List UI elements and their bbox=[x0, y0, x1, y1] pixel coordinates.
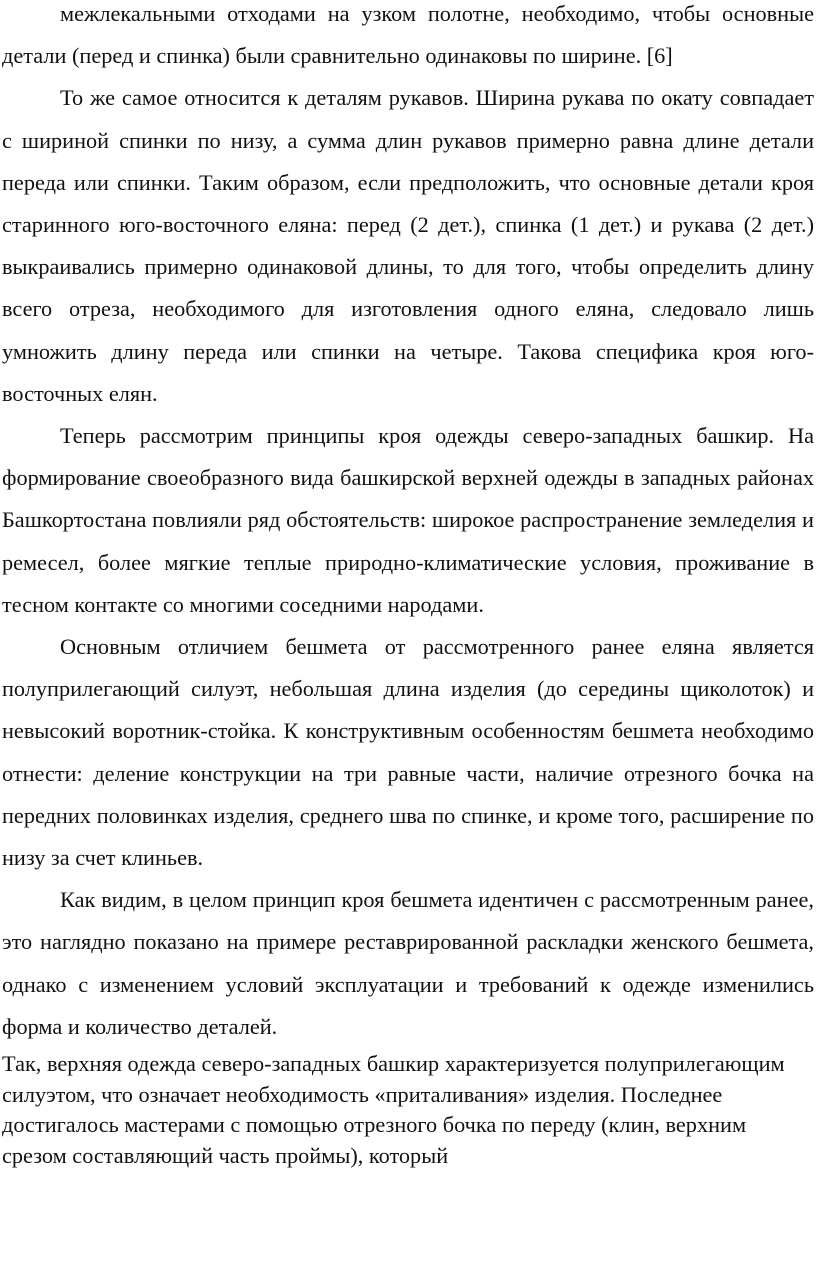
paragraph-sleeves: То же самое относится к деталям рукавов. Ширина рукава по окату совпадает с шириной спинки по низу, а сумма длин рукавов примерно равна длине детали переда или спинки. Таким образом, если предположить, что основные детали кроя старинного юго-восточного еляна: перед (2 дет.), спинка (1 дет.) и рукава (2 дет.) выкраивались примерно одинаковой длины, то для того, чтобы определить длину всего отреза, необходимого для изготовления одного еляна, следовало лишь умножить длину переда или спинки на четыре. Такова специфика кроя юго-восточных елян. bbox=[2, 85, 814, 406]
paragraph-beshmet-differences: Основным отличием бешмета от рассмотренного ранее еляна является полуприлегающий силуэт, небольшая длина изделия (до середины щиколоток) и невысокий воротник-стойка. К конструктивным особенностям бешмета необходимо отнести: деление конструкции на три равные части, наличие отрезного бочка на передних половинках изделия, среднего шва по спинке, и кроме того, расширение по низу за счет клиньев. bbox=[2, 634, 814, 871]
paragraph-northwest-cut: Теперь рассмотрим принципы кроя одежды северо-западных башкир. На формирование своеобразного вида башкирской верхней одежды в западных районах Башкортостана повлияли ряд обстоятельств: широкое распространение земледелия и ремесел, более мягкие теплые природно-климатические условия, проживание в тесном контакте со многими соседними народами. bbox=[2, 423, 814, 617]
paragraph-cut-principle: Как видим, в целом принцип кроя бешмета идентичен с рассмотренным ранее, это наглядно показано на примере реставрированной раскладки женского бешмета, однако с изменением условий эксплуатации и требований к одежде изменились форма и количество деталей. bbox=[2, 887, 814, 1039]
paragraph-silhouette: Так, верхняя одежда северо-западных башкир характеризуется полуприлегающим силуэтом, что означает необходимость «приталивания» изделия. Последнее достигалось мастерами с помощью отрезного бочка по переду (клин, верхним срезом составляющий часть проймы), который bbox=[2, 1051, 785, 1168]
paragraph-continuation: межлекальными отходами на узком полотне, необходимо, чтобы основные детали (перед и спинка) были сравнительно одинаковы по ширине. [6] bbox=[2, 1, 814, 69]
